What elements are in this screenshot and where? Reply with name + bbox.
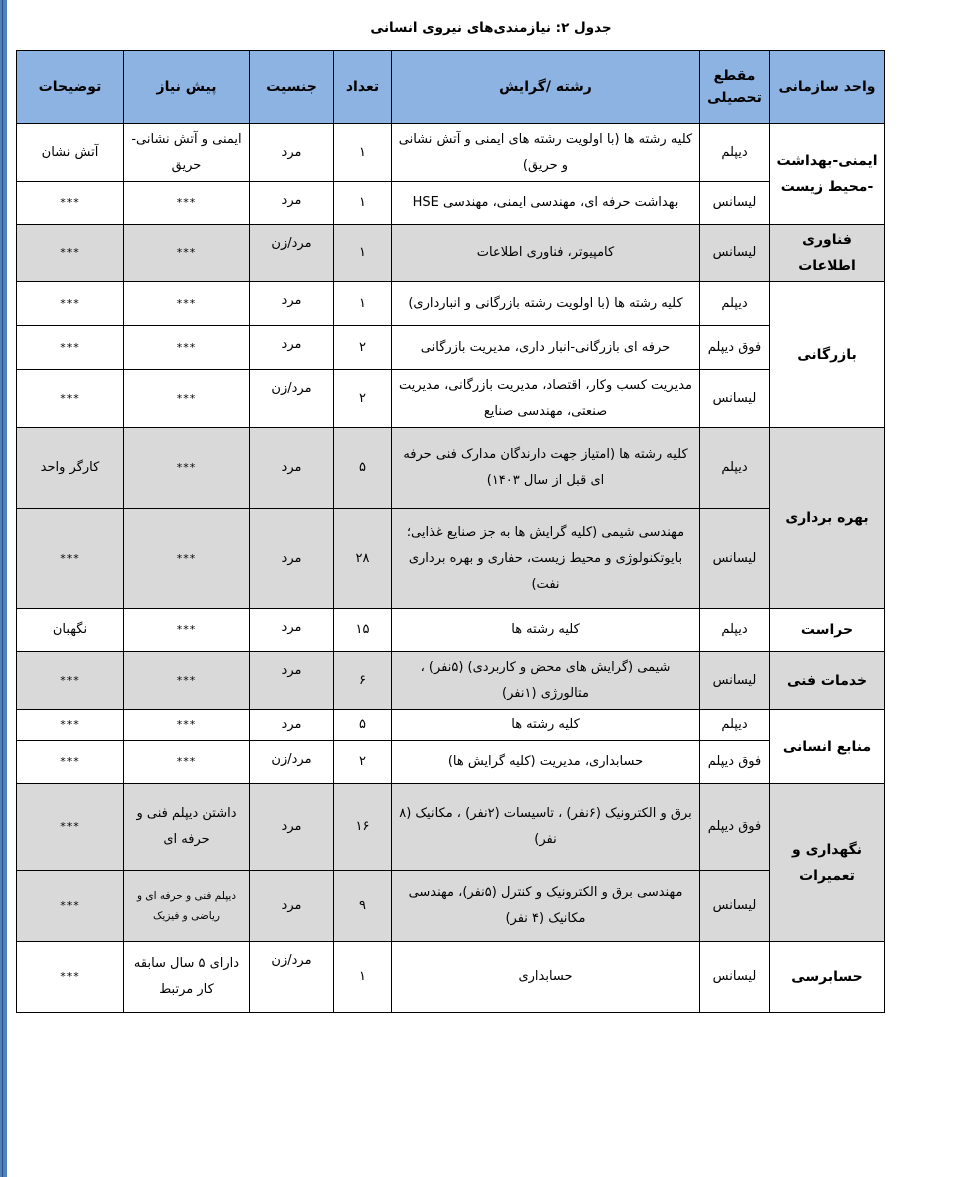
field-cell: مهندسی برق و الکترونیک و کنترل (۵نفر)، مهندسی مکانیک (۴ نفر) [392, 871, 700, 942]
field-cell: کلیه رشته ها [392, 609, 700, 652]
prereq-cell: *** [124, 326, 250, 370]
gender-cell: مرد [250, 871, 334, 942]
table-row [17, 710, 885, 741]
gender-cell: مرد/زن [250, 942, 334, 1013]
level-cell: دیپلم [700, 428, 770, 509]
notes-cell: *** [17, 942, 124, 1013]
level-cell: لیسانس [700, 370, 770, 428]
field-cell: بهداشت حرفه ای، مهندسی ایمنی، مهندسی HSE [392, 182, 700, 225]
count-cell: ۵ [334, 710, 392, 741]
notes-cell: آتش نشان [17, 124, 124, 182]
level-cell: لیسانس [700, 652, 770, 710]
prereq-cell: *** [124, 225, 250, 282]
prereq-cell: *** [124, 652, 250, 710]
notes-cell: *** [17, 710, 124, 741]
prereq-cell: *** [124, 370, 250, 428]
level-cell: لیسانس [700, 509, 770, 609]
notes-cell: کارگر واحد [17, 428, 124, 509]
gender-cell: مرد [250, 182, 334, 225]
level-cell: لیسانس [700, 871, 770, 942]
level-cell: لیسانس [700, 182, 770, 225]
table-row [17, 182, 885, 225]
notes-cell: نگهبان [17, 609, 124, 652]
unit-cell: بازرگانی [770, 282, 885, 428]
gender-cell: مرد [250, 710, 334, 741]
count-cell: ۱ [334, 124, 392, 182]
prereq-cell: *** [124, 428, 250, 509]
prereq-cell: داشتن دیپلم فنی و حرفه ای [124, 784, 250, 871]
gender-cell: مرد [250, 609, 334, 652]
field-cell: کلیه رشته ها (امتیاز جهت دارندگان مدارک فنی حرفه ای قبل از سال ۱۴۰۳) [392, 428, 700, 509]
unit-cell: خدمات فنی [770, 652, 885, 710]
count-cell: ۱ [334, 225, 392, 282]
header-prereq: پیش نیاز [124, 51, 250, 124]
notes-cell: *** [17, 741, 124, 784]
header-level: مقطع تحصیلی [700, 51, 770, 124]
table-row [17, 326, 885, 370]
count-cell: ۶ [334, 652, 392, 710]
prereq-cell: *** [124, 182, 250, 225]
gender-cell: مرد [250, 652, 334, 710]
header-gender: جنسیت [250, 51, 334, 124]
prereq-cell: *** [124, 282, 250, 326]
level-cell: فوق دیپلم [700, 784, 770, 871]
notes-cell: *** [17, 871, 124, 942]
notes-cell: *** [17, 509, 124, 609]
table-row [17, 741, 885, 784]
table-row [17, 652, 885, 710]
notes-cell: *** [17, 784, 124, 871]
field-cell: مهندسی شیمی (کلیه گرایش ها به جز صنایع غذایی؛ بایوتکنولوژی و محیط زیست، حفاری و بهره برداری نفت) [392, 509, 700, 609]
gender-cell: مرد [250, 326, 334, 370]
count-cell: ۱ [334, 182, 392, 225]
gender-cell: مرد [250, 784, 334, 871]
level-cell: دیپلم [700, 710, 770, 741]
count-cell: ۱ [334, 282, 392, 326]
gender-cell: مرد [250, 428, 334, 509]
field-cell: شیمی (گرایش های محض و کاربردی) (۵نفر) ، متالورژی (۱نفر) [392, 652, 700, 710]
level-cell: فوق دیپلم [700, 741, 770, 784]
prereq-cell: دیپلم فنی و حرفه ای و ریاضی و فیزیک [124, 871, 250, 942]
gender-cell: مرد [250, 282, 334, 326]
notes-cell: *** [17, 652, 124, 710]
notes-cell: *** [17, 182, 124, 225]
manpower-table [16, 50, 885, 1013]
count-cell: ۱ [334, 942, 392, 1013]
unit-cell: بهره برداری [770, 428, 885, 609]
table-row [17, 225, 885, 282]
gender-cell: مرد/زن [250, 741, 334, 784]
notes-cell: *** [17, 225, 124, 282]
unit-cell: حراست [770, 609, 885, 652]
count-cell: ۹ [334, 871, 392, 942]
field-cell: کلیه رشته ها [392, 710, 700, 741]
header-row [17, 51, 885, 124]
table-row [17, 282, 885, 326]
level-cell: فوق دیپلم [700, 326, 770, 370]
field-cell: کلیه رشته ها (با اولویت رشته بازرگانی و انبارداری) [392, 282, 700, 326]
header-count: تعداد [334, 51, 392, 124]
field-cell: کامپیوتر، فناوری اطلاعات [392, 225, 700, 282]
header-field: رشته /گرایش [392, 51, 700, 124]
field-cell: کلیه رشته ها (با اولویت رشته های ایمنی و آتش نشانی و حریق) [392, 124, 700, 182]
unit-cell: حسابرسی [770, 942, 885, 1013]
level-cell: لیسانس [700, 942, 770, 1013]
gender-cell: مرد/زن [250, 225, 334, 282]
level-cell: دیپلم [700, 609, 770, 652]
prereq-cell: ایمنی و آتش نشانی-حریق [124, 124, 250, 182]
prereq-cell: *** [124, 741, 250, 784]
table-row [17, 509, 885, 609]
count-cell: ۲۸ [334, 509, 392, 609]
count-cell: ۲ [334, 326, 392, 370]
table-row [17, 871, 885, 942]
table-caption: جدول ۲: نیازمندی‌های نیروی انسانی [370, 20, 612, 36]
level-cell: لیسانس [700, 225, 770, 282]
field-cell: مدیریت کسب وکار، اقتصاد، مدیریت بازرگانی، مدیریت صنعتی، مهندسی صنایع [392, 370, 700, 428]
field-cell: حسابداری، مدیریت (کلیه گرایش ها) [392, 741, 700, 784]
prereq-cell: *** [124, 609, 250, 652]
count-cell: ۵ [334, 428, 392, 509]
count-cell: ۲ [334, 370, 392, 428]
unit-cell: ایمنی-بهداشت -محیط زیست [770, 124, 885, 225]
field-cell: حسابداری [392, 942, 700, 1013]
notes-cell: *** [17, 370, 124, 428]
count-cell: ۱۶ [334, 784, 392, 871]
unit-cell: فناوری اطلاعات [770, 225, 885, 282]
field-cell: برق و الکترونیک (۶نفر) ، تاسیسات (۲نفر) ، مکانیک (۸ نفر) [392, 784, 700, 871]
gender-cell: مرد [250, 509, 334, 609]
header-notes: توضیحات [17, 51, 124, 124]
field-cell: حرفه ای بازرگانی-انبار داری، مدیریت بازرگانی [392, 326, 700, 370]
notes-cell: *** [17, 282, 124, 326]
table-row [17, 942, 885, 1013]
unit-cell: منابع انسانی [770, 710, 885, 784]
table-row [17, 609, 885, 652]
page-border [0, 0, 7, 1177]
table-row [17, 370, 885, 428]
count-cell: ۲ [334, 741, 392, 784]
header-unit: واحد سازمانی [770, 51, 885, 124]
unit-cell: نگهداری و تعمیرات [770, 784, 885, 942]
table-row [17, 428, 885, 509]
table-row [17, 124, 885, 182]
gender-cell: مرد [250, 124, 334, 182]
prereq-cell: *** [124, 710, 250, 741]
gender-cell: مرد/زن [250, 370, 334, 428]
level-cell: دیپلم [700, 282, 770, 326]
notes-cell: *** [17, 326, 124, 370]
table-row [17, 784, 885, 871]
prereq-cell: *** [124, 509, 250, 609]
count-cell: ۱۵ [334, 609, 392, 652]
level-cell: دیپلم [700, 124, 770, 182]
prereq-cell: دارای ۵ سال سابقه کار مرتبط [124, 942, 250, 1013]
